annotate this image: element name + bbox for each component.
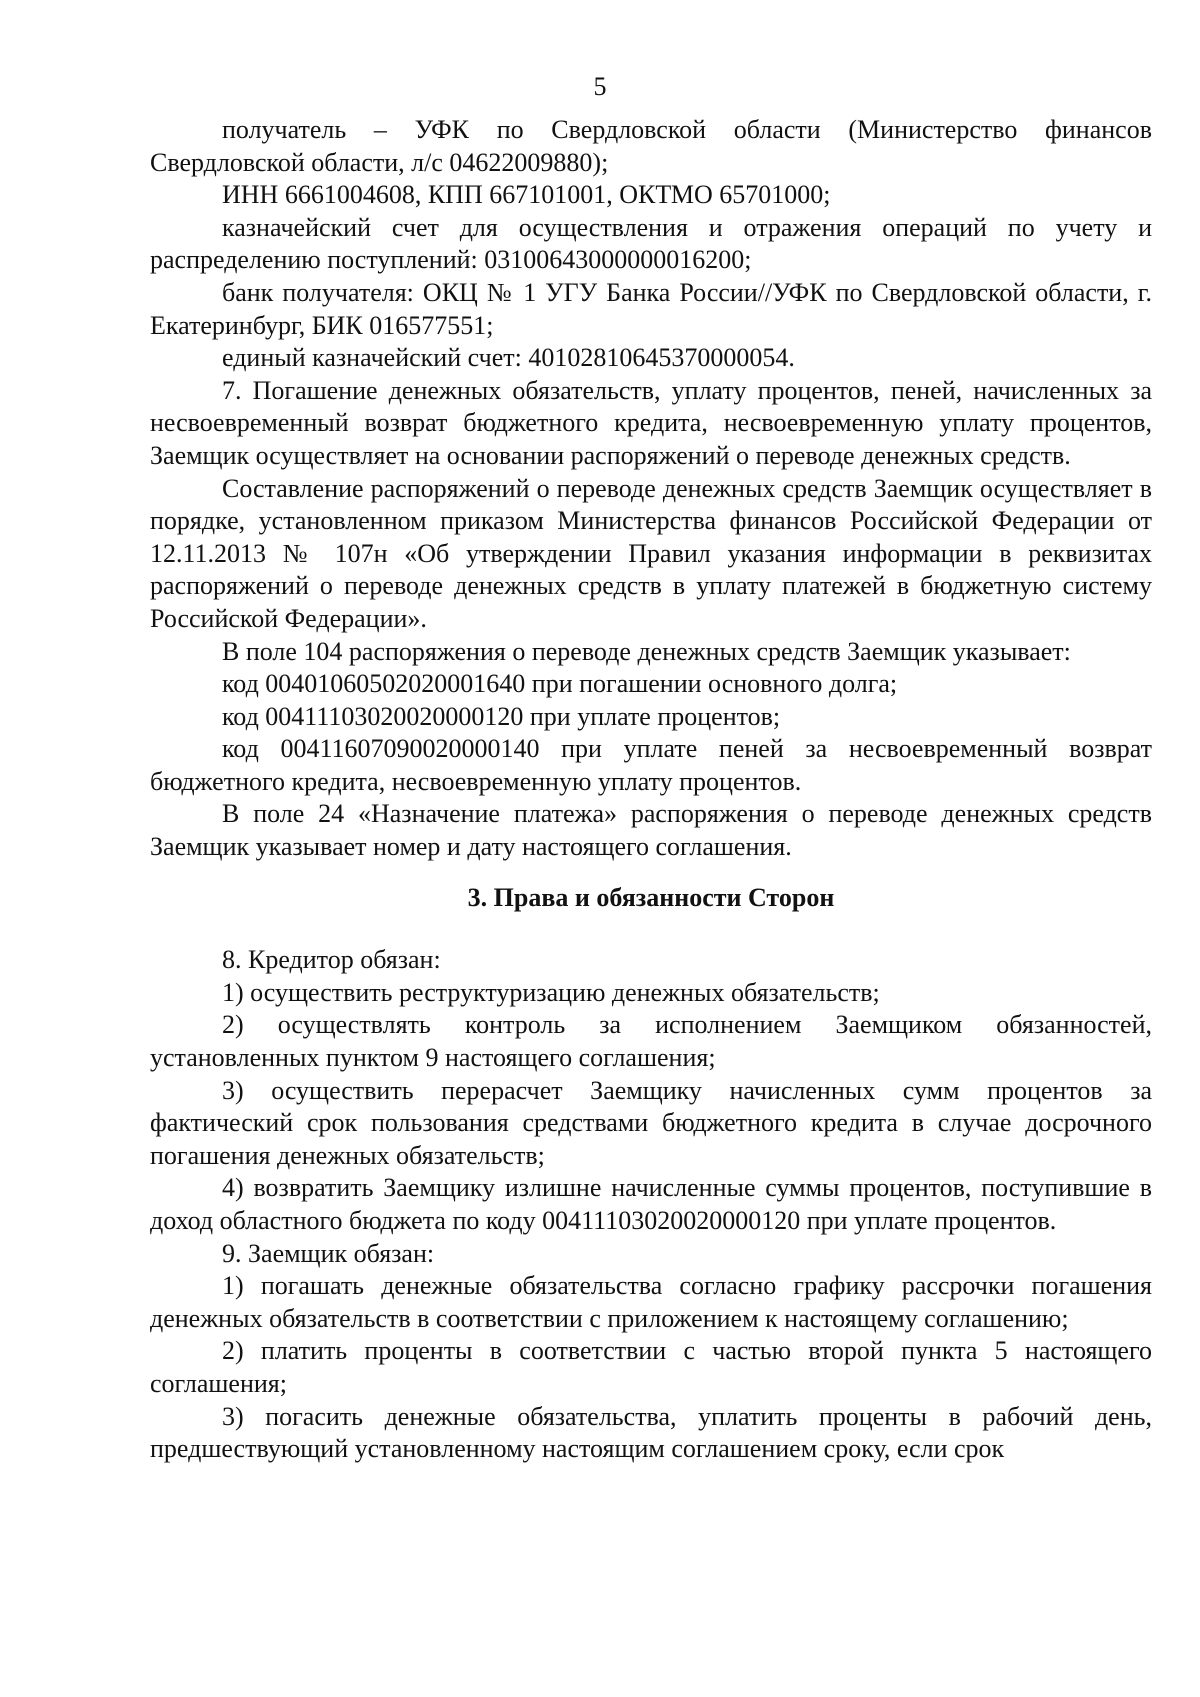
page-number: 5 <box>593 72 607 101</box>
clause-9-item-2: 2) платить проценты в соответствии с частью второй пункта 5 настоящего соглашения; <box>150 1336 1152 1398</box>
code-penalty-paragraph: код 00411607090020000140 при уплате пеней за несвоевременный возврат бюджетного кредита, несвоевременную уплату процентов. <box>150 734 1152 796</box>
recipient-bank-paragraph: банк получателя: ОКЦ № 1 УГУ Банка России//УФК по Свердловской области, г. Екатеринбург, БИК 016577551; <box>150 277 1152 340</box>
clause-8-item-4: 4) возвратить Заемщику излишне начисленные суммы процентов, поступившие в доход областного бюджета по коду 00411103020020000120 при уплате процентов. <box>150 1173 1152 1235</box>
document-body <box>150 114 1152 1466</box>
clause-8-item-2: 2) осуществлять контроль за исполнением Заемщиком обязанностей, установленных пунктом 9 настоящего соглашения; <box>150 1010 1152 1073</box>
tax-ids-paragraph: ИНН 6661004608, КПП 667101001, ОКТМО 65701000; <box>222 180 831 210</box>
clause-8-item-3: 3) осуществить перерасчет Заемщику начисленных сумм процентов за фактический срок пользования средствами бюджетного кредита в случае досрочного погашения денежных обязательств; <box>150 1075 1152 1170</box>
code-principal-paragraph: код 00401060502020001640 при погашении основного долга; <box>222 669 898 699</box>
code-interest-paragraph: код 00411103020020000120 при уплате процентов; <box>222 701 781 731</box>
section-heading: 3. Права и обязанности Сторон <box>467 882 835 912</box>
clause-9-paragraph: 9. Заемщик обязан: <box>222 1238 435 1268</box>
clause-8-item-1: 1) осуществить реструктуризацию денежных обязательств; <box>222 977 880 1007</box>
recipient-paragraph: получатель – УФК по Свердловской области (Министерство финансов Свердловской области, л/с 04622009880); <box>150 115 1152 177</box>
field-24-paragraph: В поле 24 «Назначение платежа» распоряжения о переводе денежных средств Заемщик указывает номер и дату настоящего соглашения. <box>150 799 1152 862</box>
single-treasury-account-paragraph: единый казначейский счет: 40102810645370000054. <box>222 343 795 373</box>
clause-8-paragraph: 8. Кредитор обязан: <box>222 945 441 975</box>
clause-9-item-3: 3) погасить денежные обязательства, уплатить проценты в рабочий день, предшествующий установленному настоящим соглашением сроку, если срок <box>150 1401 1152 1464</box>
field-104-paragraph: В поле 104 распоряжения о переводе денежных средств Заемщик указывает: <box>222 636 1071 666</box>
clause-9-item-1: 1) погашать денежные обязательства согласно графику рассрочки погашения денежных обязательств в соответствии с приложением к настоящему соглашению; <box>150 1271 1152 1333</box>
clause-7-paragraph: 7. Погашение денежных обязательств, уплату процентов, пеней, начисленных за несвоевременный возврат бюджетного кредита, несвоевременную уплату процентов, Заемщик осуществляет на основании распоряжений о переводе денежных средств. <box>150 375 1152 470</box>
payment-orders-paragraph: Составление распоряжений о переводе денежных средств Заемщик осуществляет в порядке, установленном приказом Министерства финансов Российской Федерации от 12.11.2013 № 107н «Об утверждении Правил указания информации в реквизитах распоряжений о переводе денежных средств в уплату платежей в бюджетную систему Российской Федерации». <box>150 473 1152 633</box>
treasury-account-paragraph: казначейский счет для осуществления и отражения операций по учету и распределению поступлений: 03100643000000016200; <box>150 212 1152 275</box>
